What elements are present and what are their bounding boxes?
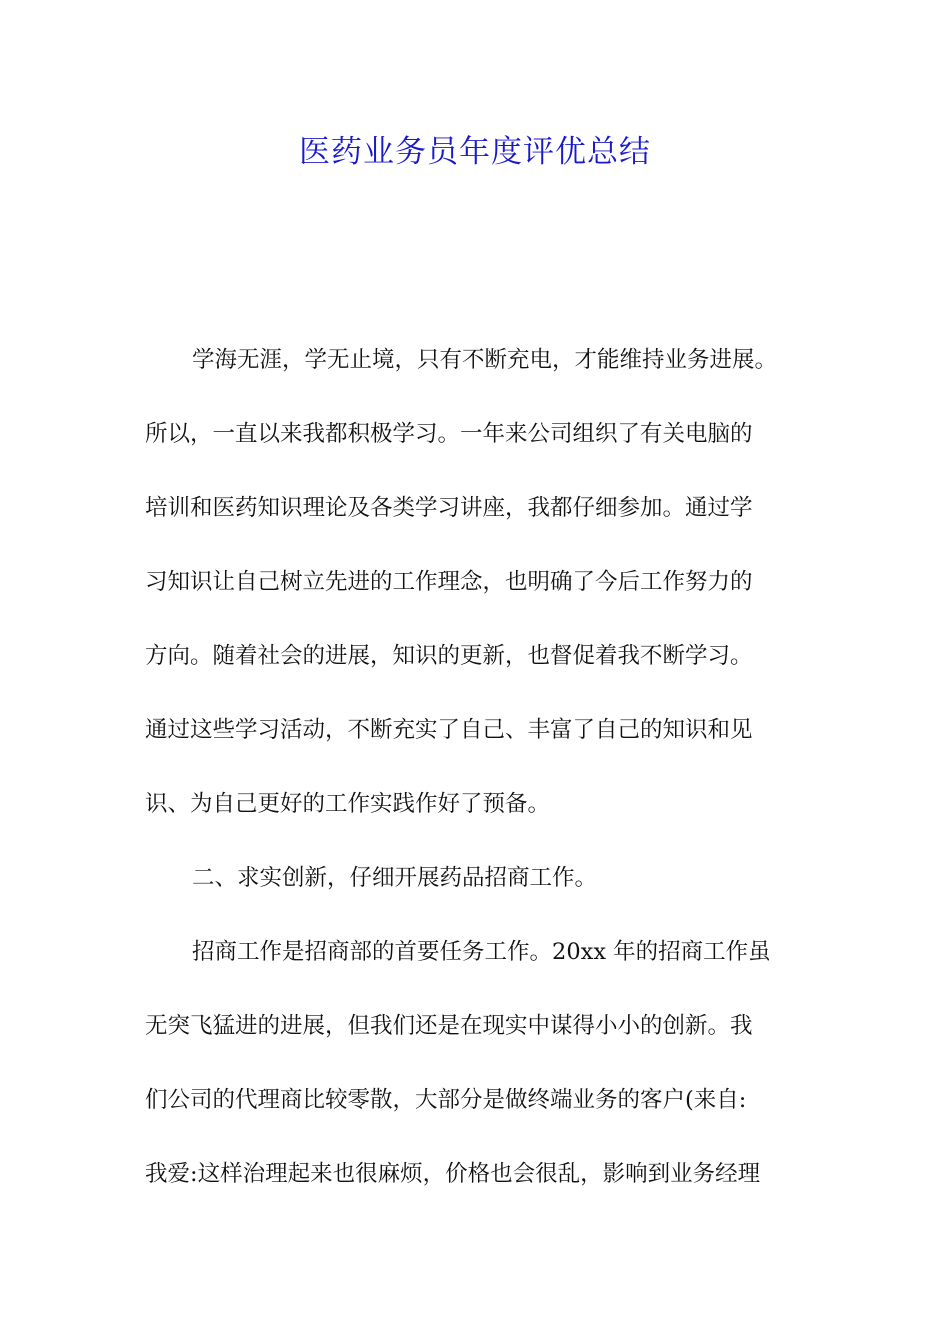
paragraph-line-9: 无突飞猛进的进展，但我们还是在现实中谋得小小的创新。我 (145, 1013, 753, 1039)
paragraph-line-3: 培训和医药知识理论及各类学习讲座，我都仔细参加。通过学 (145, 495, 753, 521)
paragraph-line-8: 招商工作是招商部的首要任务工作。20xx 年的招商工作虽 (192, 939, 771, 965)
section-heading-2: 二、求实创新，仔细开展药品招商工作。 (192, 865, 598, 891)
paragraph-line-10: 们公司的代理商比较零散，大部分是做终端业务的客户(来自: (145, 1087, 747, 1113)
paragraph-line-7: 识、为自己更好的工作实践作好了预备。 (145, 791, 551, 817)
document-title: 医药业务员年度评优总结 (299, 134, 651, 170)
paragraph-line-6: 通过这些学习活动，不断充实了自己、丰富了自己的知识和见 (145, 717, 753, 743)
paragraph-line-11: 我爱:这样治理起来也很麻烦，价格也会很乱，影响到业务经理 (145, 1161, 761, 1187)
paragraph-line-2: 所以，一直以来我都积极学习。一年来公司组织了有关电脑的 (145, 421, 753, 447)
paragraph-line-4: 习知识让自己树立先进的工作理念，也明确了今后工作努力的 (145, 569, 753, 595)
paragraph-line-1: 学海无涯，学无止境，只有不断充电，才能维持业务进展。 (192, 347, 778, 373)
paragraph-line-5: 方向。随着社会的进展，知识的更新，也督促着我不断学习。 (145, 643, 753, 669)
